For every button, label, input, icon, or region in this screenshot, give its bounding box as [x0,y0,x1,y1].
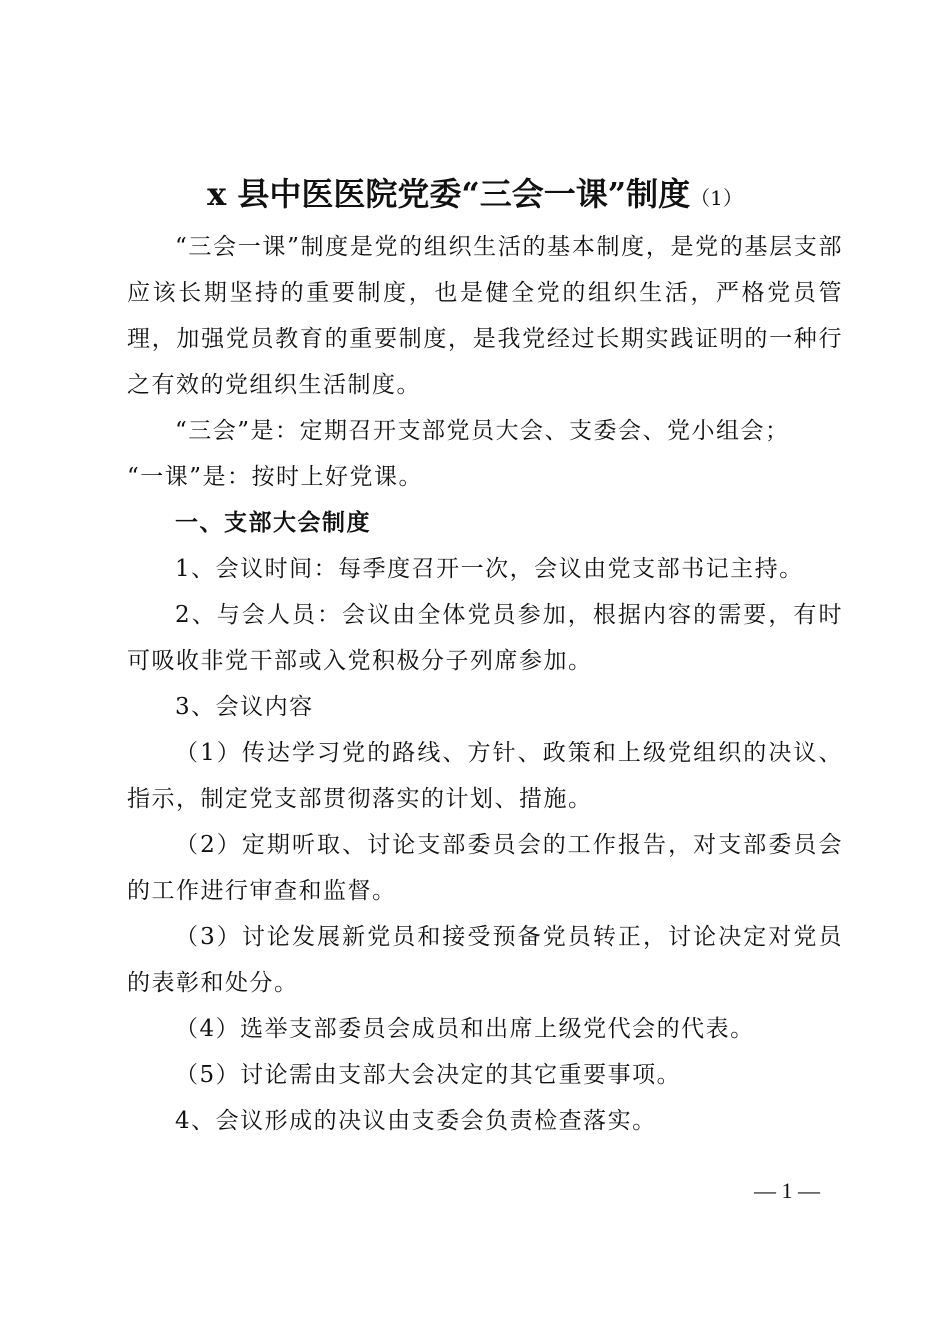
one-lesson-paragraph: “一课”是：按时上好党课。 [127,464,424,490]
page-number: — 1 — [754,1178,820,1203]
section-heading: 一、支部大会制度 [175,510,371,536]
title-text: x 县中医医院党委“三会一课”制度 [207,175,691,213]
content-subitem-1: （1）传达学习党的路线、方针、政策和上级党组织的决议、指示，制定党支部贯彻落实的计划、措施。 [127,740,843,812]
document-title [0,170,950,222]
title-suffix: （1） [690,186,743,210]
intro-paragraph: “三会一课”制度是党的组织生活的基本制度，是党的基层支部应该长期坚持的重要制度，也是健全党的组织生活，严格党员管理，加强党员教育的重要制度，是我党经过长期实践证明的一种行之有效的党组织生活制度。 [127,234,843,398]
resolution-item: 4、会议形成的决议由支委会负责检查落实。 [175,1108,657,1134]
content-subitem-2: （2）定期听取、讨论支部委员会的工作报告，对支部委员会的工作进行审查和监督。 [127,832,843,904]
meeting-content-item: 3、会议内容 [175,694,314,720]
three-meetings-paragraph: “三会”是：定期召开支部党员大会、支委会、党小组会； [175,418,790,444]
content-subitem-5: （5）讨论需由支部大会决定的其它重要事项。 [175,1062,682,1088]
content-subitem-3: （3）讨论发展新党员和接受预备党员转正，讨论决定对党员的表彰和处分。 [127,924,843,996]
document-body [127,224,843,1144]
meeting-time-item: 1、会议时间：每季度召开一次，会议由党支部书记主持。 [175,556,804,582]
attendees-item: 2、与会人员：会议由全体党员参加，根据内容的需要，有时可吸收非党干部或入党积极分子列席参加。 [127,602,843,674]
content-subitem-4: （4）选举支部委员会成员和出席上级党代会的代表。 [175,1016,755,1042]
